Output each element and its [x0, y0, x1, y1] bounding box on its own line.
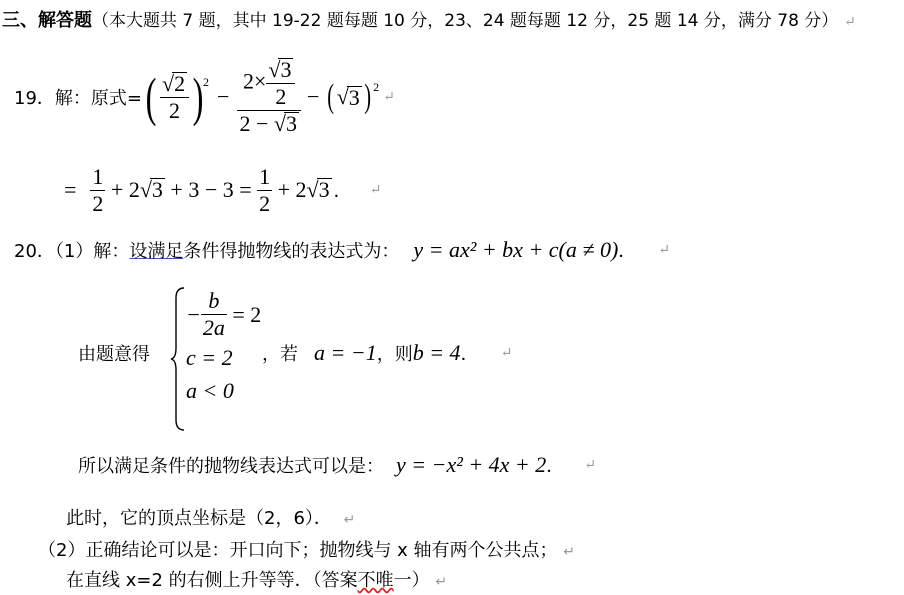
conclusion-eq: y = −x² + 4x + 2	[396, 452, 547, 477]
conclusion-text: 所以满足条件的抛物线表达式可以是：	[78, 456, 384, 477]
q19-line1	[14, 52, 395, 142]
q20-setup-rest: 条件得抛物线的表达式为：	[183, 241, 400, 262]
q20-part2-line1	[38, 536, 575, 562]
condition-line	[262, 340, 512, 366]
return-mark: ↵	[500, 345, 513, 361]
part2-line2-c: 一）	[393, 570, 430, 591]
q20-part2-line2	[66, 566, 447, 592]
section-title: 三、解答题	[2, 10, 92, 31]
if-cond: a = −1	[314, 340, 377, 365]
q20-equation: y = ax² + bx + c(a ≠ 0)	[413, 237, 619, 262]
then-text: ，则	[376, 344, 413, 365]
return-mark: ↵	[563, 544, 576, 560]
return-mark: ↵	[343, 512, 356, 528]
if-text: ，若	[262, 344, 298, 365]
q20-intro: 20．（1）解：	[14, 241, 130, 262]
part2-line2-b: 不唯	[357, 570, 394, 591]
q20-period: ．	[618, 241, 637, 262]
system-eq-3: a < 0	[186, 378, 234, 403]
by-problem-label: 由题意得	[78, 344, 150, 365]
q20-setup-underlined: 设满足	[129, 241, 184, 262]
system-eq-2: c = 2	[186, 345, 233, 370]
q20-intro-line	[14, 232, 670, 268]
return-mark: ↵	[658, 242, 671, 258]
q19-period: ．	[333, 181, 352, 202]
q19-line2	[64, 160, 381, 220]
return-mark: ↵	[369, 182, 382, 198]
section-header	[2, 6, 856, 32]
return-mark: ↵	[435, 574, 448, 590]
conclusion-period: ．	[546, 456, 565, 477]
then-cond: b = 4	[412, 340, 461, 365]
part2-line1-text: （2）正确结论可以是：开口向下；抛物线与 x 轴有两个公共点；	[38, 540, 558, 561]
then-period: ．	[460, 344, 479, 365]
q19-expression: ( $\frac{√2}{2}$ ) $^2$ − 2× $\frac{√3}{2}$ 2 − √3 − ( √ 3 ) $^2$	[145, 57, 380, 136]
return-mark: ↵	[844, 14, 856, 30]
q19-prefix: 19．解：原式=	[14, 88, 142, 109]
part2-line2-a: 在直线 x=2 的右侧上升等等．（答案	[66, 570, 358, 591]
system-eq-1: − $\frac{b}{2a}$ = 2	[186, 288, 262, 340]
conclusion-line	[78, 452, 596, 478]
return-mark: ↵	[383, 89, 395, 105]
q19-equals: =	[64, 177, 77, 202]
section-note: （本大题共 7 题，其中 19-22 题每题 10 分，23、24 题每题 12 分，25 题 14 分，满分 78 分）	[92, 11, 839, 31]
vertex-line	[66, 504, 355, 530]
q19-result: $\frac{1}{2}$ + 2√3 + 3 − 3 = $\frac{1}{2}$ + 2√3	[92, 163, 330, 216]
vertex-text: 此时，它的顶点坐标是（2，6）．	[66, 508, 332, 529]
return-mark: ↵	[584, 457, 597, 473]
